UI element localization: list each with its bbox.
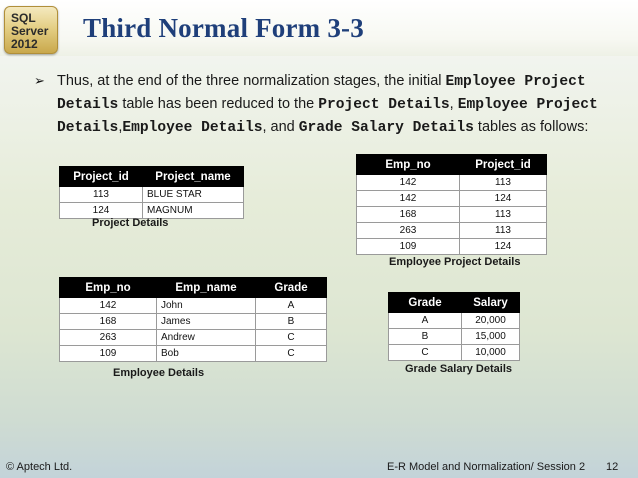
table-row <box>60 314 327 330</box>
table-cell: 124 <box>460 191 547 207</box>
text-run: , <box>449 96 458 112</box>
table-cell: 142 <box>60 298 157 314</box>
column-header: Emp_no <box>60 278 157 298</box>
table-caption: Grade Salary Details <box>405 363 513 375</box>
table-cell: MAGNUM <box>143 203 244 219</box>
grade-salary-details-table <box>388 292 520 361</box>
table-name-code: Grade Salary Details <box>298 120 474 136</box>
table-cell: 10,000 <box>462 345 520 361</box>
table-row <box>60 298 327 314</box>
table-row <box>357 175 547 191</box>
table-row <box>357 223 547 239</box>
table-cell: 168 <box>60 314 157 330</box>
table-cell: 20,000 <box>462 313 520 329</box>
table-row <box>60 330 327 346</box>
table-cell: 109 <box>357 239 460 255</box>
table-cell: B <box>389 329 462 345</box>
table-row <box>357 191 547 207</box>
column-header: Grade <box>256 278 327 298</box>
table-row <box>389 329 520 345</box>
table-cell: 109 <box>60 346 157 362</box>
table-header-row <box>389 293 520 313</box>
table-cell: C <box>256 346 327 362</box>
table-cell: Bob <box>157 346 256 362</box>
column-header: Project_name <box>143 167 244 187</box>
table-cell: 113 <box>460 223 547 239</box>
table-cell: 113 <box>460 175 547 191</box>
slide-title: Third Normal Form 3-3 <box>83 13 364 43</box>
table-cell: 142 <box>357 191 460 207</box>
table-cell: C <box>256 330 327 346</box>
table-header-row <box>60 278 327 298</box>
table-cell: James <box>157 314 256 330</box>
arrow-bullet-icon: ➢ <box>34 73 45 88</box>
column-header: Salary <box>462 293 520 313</box>
table-cell: 263 <box>357 223 460 239</box>
copyright-footer: © Aptech Ltd. <box>6 461 73 473</box>
table-name-code: Employee Project Details <box>57 97 598 136</box>
table-cell: 168 <box>357 207 460 223</box>
text-run: , <box>118 119 123 135</box>
employee-details-table <box>59 277 327 362</box>
table-row <box>389 345 520 361</box>
table-row <box>60 346 327 362</box>
logo-line: SQL <box>11 11 36 25</box>
table-cell: C <box>389 345 462 361</box>
table-row <box>357 239 547 255</box>
logo-line: Server <box>11 24 49 38</box>
table-cell: A <box>389 313 462 329</box>
column-header: Grade <box>389 293 462 313</box>
table-caption: Project Details <box>92 217 169 229</box>
bullet-paragraph <box>36 70 606 139</box>
table-caption: Employee Details <box>113 367 205 379</box>
table-name-code: Project Details <box>318 97 450 113</box>
text-run: table has been reduced to the <box>118 96 319 112</box>
project-details-table <box>59 166 244 219</box>
column-header: Emp_no <box>357 155 460 175</box>
table-cell: 124 <box>460 239 547 255</box>
sql-server-logo <box>4 6 58 54</box>
table-header-row <box>60 167 244 187</box>
session-footer: E-R Model and Normalization/ Session 2 <box>387 461 586 473</box>
table-row <box>389 313 520 329</box>
page-number: 12 <box>606 461 619 473</box>
table-cell: 113 <box>460 207 547 223</box>
table-cell: 263 <box>60 330 157 346</box>
table-cell: Andrew <box>157 330 256 346</box>
table-name-code: Employee Project Details <box>57 74 586 113</box>
table-name-code: Employee Details <box>122 120 263 136</box>
column-header: Project_id <box>460 155 547 175</box>
table-caption: Employee Project Details <box>389 256 521 268</box>
table-header-row <box>357 155 547 175</box>
employee-project-details-table <box>356 154 547 255</box>
text-run: , and <box>262 119 299 135</box>
column-header: Project_id <box>60 167 143 187</box>
logo-line: 2012 <box>11 37 38 51</box>
table-cell: 142 <box>357 175 460 191</box>
bullet-text <box>57 70 606 139</box>
table-cell: 124 <box>60 203 143 219</box>
table-cell: A <box>256 298 327 314</box>
table-cell: 15,000 <box>462 329 520 345</box>
column-header: Emp_name <box>157 278 256 298</box>
table-cell: 113 <box>60 187 143 203</box>
text-run: Thus, at the end of the three normalization stages, the initial <box>57 73 446 89</box>
text-run: tables as follows: <box>473 119 589 135</box>
table-row <box>357 207 547 223</box>
table-row <box>60 187 244 203</box>
table-cell: BLUE STAR <box>143 187 244 203</box>
table-cell: John <box>157 298 256 314</box>
table-cell: B <box>256 314 327 330</box>
